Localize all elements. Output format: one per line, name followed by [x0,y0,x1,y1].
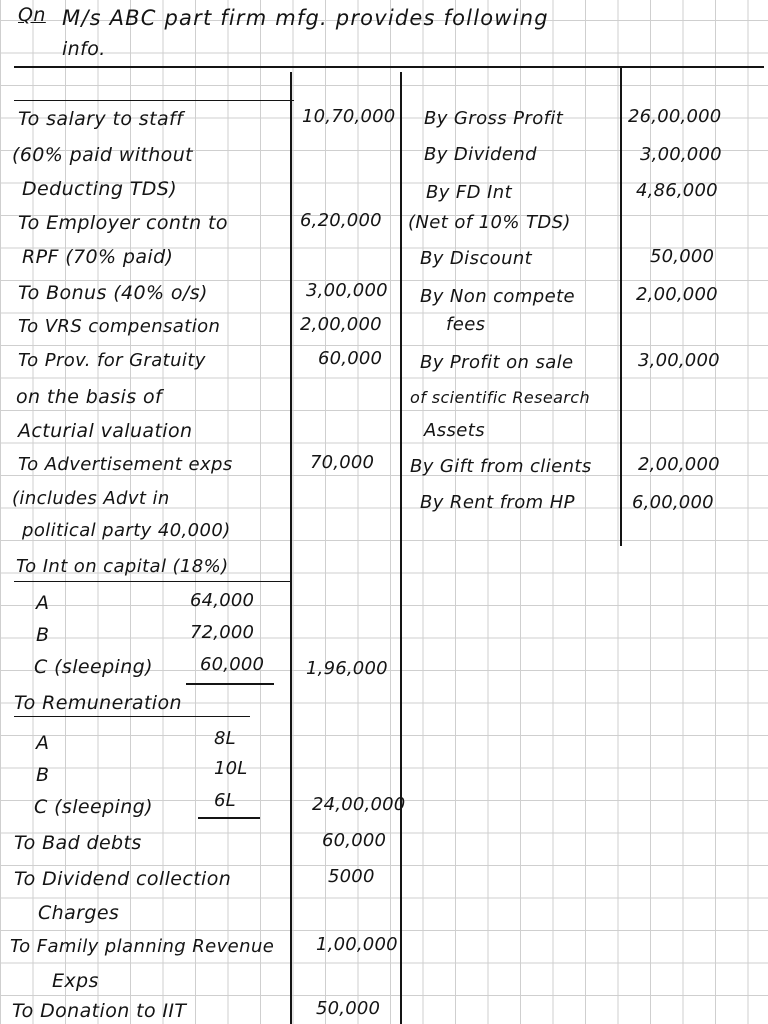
debit-amount: 60,000 [322,830,387,851]
credit-amount: 3,00,000 [638,350,720,371]
credit-amount: 4,86,000 [636,180,718,201]
credit-item: By Non compete [420,286,576,307]
interest-partner: A [36,592,50,614]
remuneration-partner: A [36,732,50,754]
credit-item: By Gross Profit [424,108,564,129]
question-line-2: info. [62,38,106,60]
debit-amount: 50,000 [316,998,381,1019]
center-divider-rule [400,72,402,1024]
debit-item: Exps [52,970,99,992]
interest-value: 60,000 [200,654,265,675]
credit-amount: 6,00,000 [632,492,714,513]
credit-item: By Discount [420,248,533,269]
credit-item: By FD Int [426,182,513,203]
credit-amount: 26,00,000 [628,106,722,127]
debit-item: To salary to staff [18,108,184,130]
interest-partner: B [36,624,50,646]
remuneration-heading: To Remuneration [14,692,182,714]
credit-amount: 2,00,000 [636,284,718,305]
remuneration-value: 6L [214,790,236,811]
interest-partner: C (sleeping) [34,656,153,678]
credit-item: Assets [424,420,485,441]
credit-amount: 2,00,000 [638,454,720,475]
interest-total: 1,96,000 [306,658,388,679]
remuneration-value: 10L [214,758,248,779]
debit-item: To Prov. for Gratuity [18,350,206,371]
interest-value: 72,000 [190,622,255,643]
credit-item: fees [446,314,486,335]
debit-item: (includes Advt in [12,488,170,509]
debit-amount: 1,00,000 [316,934,398,955]
debit-amount: 6,20,000 [300,210,382,231]
debit-amount-column-rule [290,72,292,1024]
question-line-1: M/s ABC part firm mfg. provides following [62,6,549,30]
debit-amount: 70,000 [310,452,375,473]
debit-item: To Employer contn to [18,212,228,234]
debit-item: RPF (70% paid) [22,246,174,268]
credit-item: of scientific Research [410,388,591,407]
debit-item: To Bad debts [14,832,142,854]
debit-item: Deducting TDS) [22,178,178,200]
debit-amount: 2,00,000 [300,314,382,335]
debit-item: political party 40,000) [22,520,231,541]
credit-item: (Net of 10% TDS) [408,212,571,233]
interest-total-rule [186,683,274,685]
credit-item: By Dividend [424,144,537,165]
debit-amount: 10,70,000 [302,106,396,127]
interest-heading-underline [14,581,290,582]
debit-item: To Dividend collection [14,868,232,890]
interest-heading: To Int on capital (18%) [16,556,229,577]
debit-amount: 60,000 [318,348,383,369]
debit-item: To Advertisement exps [18,454,233,475]
remuneration-partner: C (sleeping) [34,796,153,818]
remuneration-value: 8L [214,728,236,749]
debit-item: To VRS compensation [18,316,221,337]
credit-item: By Profit on sale [420,352,574,373]
credit-amount-column-rule [620,66,622,546]
interest-value: 64,000 [190,590,255,611]
remuneration-partner: B [36,764,50,786]
debit-item: To Bonus (40% o/s) [18,282,208,304]
header-underline [14,66,764,68]
remuneration-total-rule [198,817,260,819]
debit-item: To Family planning Revenue [10,936,275,957]
debit-amount: 3,00,000 [306,280,388,301]
credit-amount: 50,000 [650,246,715,267]
credit-item: By Gift from clients [410,456,592,477]
debit-item: Acturial valuation [18,420,193,442]
debit-item: on the basis of [16,386,163,408]
top-rule-left [14,100,294,101]
debit-item: (60% paid without [12,144,193,166]
credit-item: By Rent from HP [420,492,575,513]
debit-amount: 5000 [328,866,375,887]
debit-item: To Donation to IIT [12,1000,187,1022]
remuneration-heading-underline [14,716,250,717]
credit-amount: 3,00,000 [640,144,722,165]
question-label: Qn [18,4,46,26]
remuneration-total: 24,00,000 [312,794,406,815]
debit-item: Charges [38,902,120,924]
